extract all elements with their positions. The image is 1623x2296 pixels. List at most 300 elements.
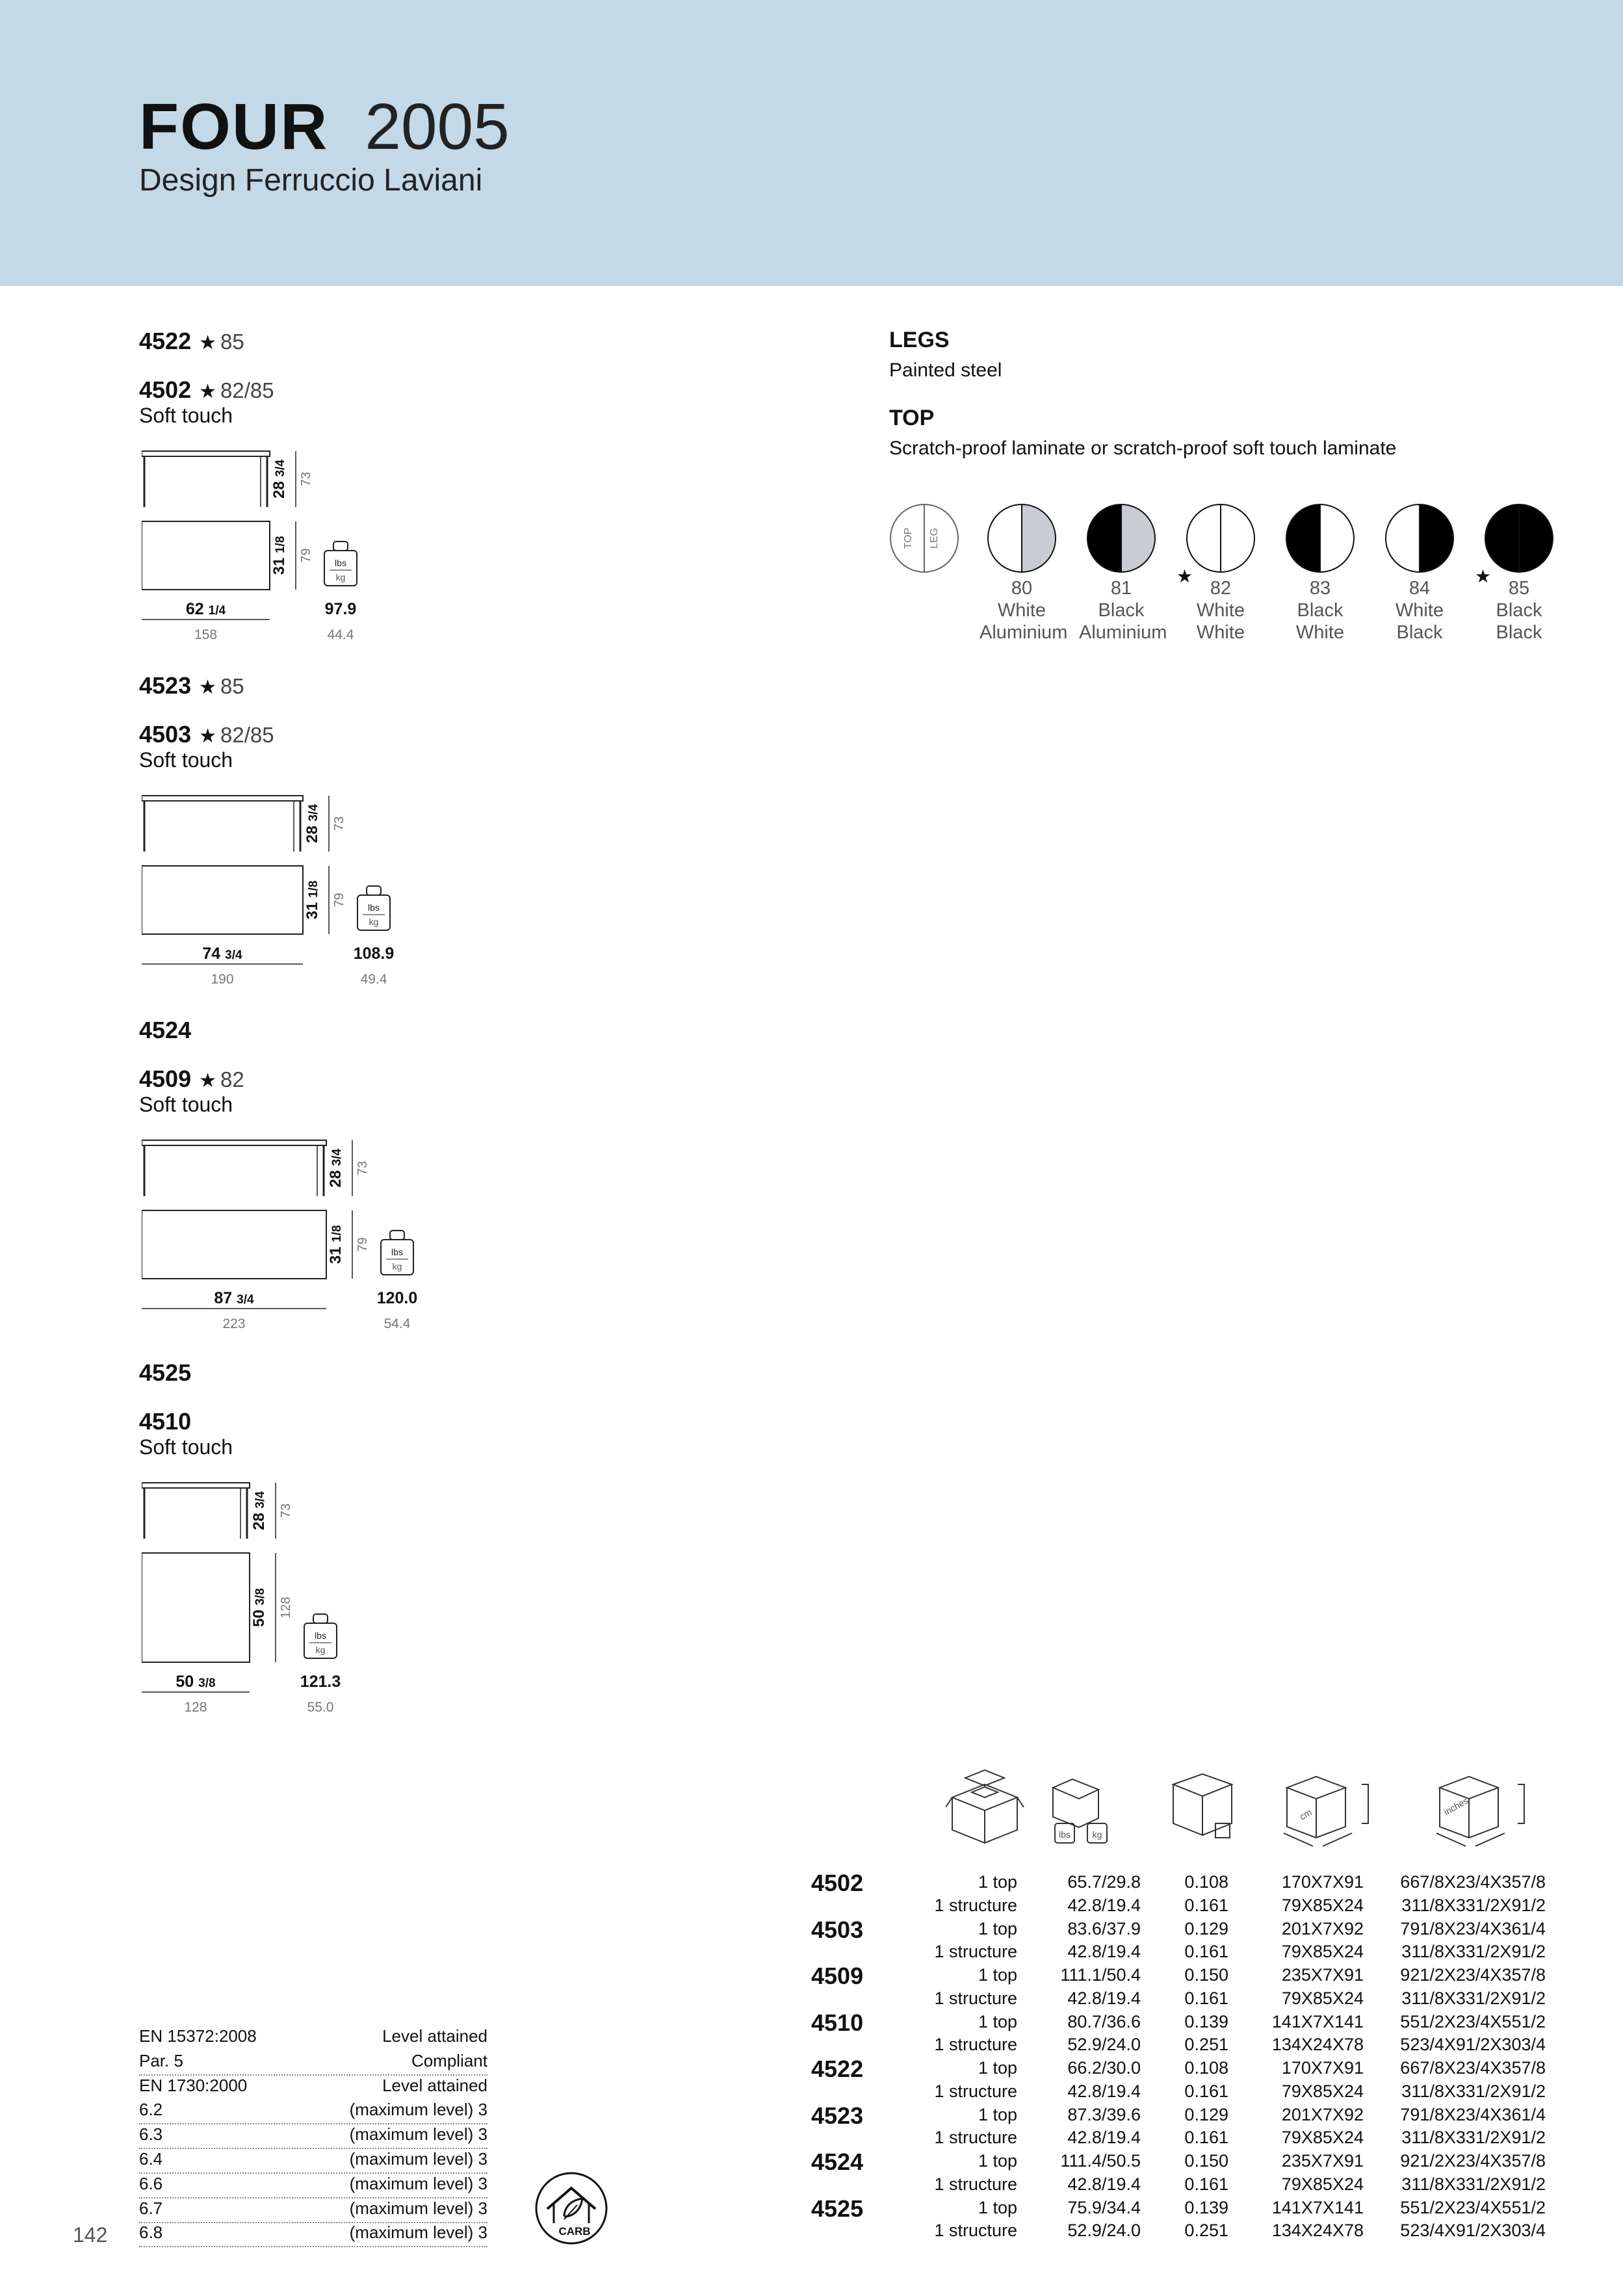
weight-icon-handle — [367, 886, 381, 895]
depth-inches-fraction: 1/8 — [307, 880, 320, 898]
certification-row — [139, 2026, 487, 2050]
product-code: 4524 — [139, 1017, 192, 1043]
swatch-leg-half — [1221, 504, 1254, 572]
certification-row — [139, 2076, 487, 2099]
package-dimensions-inches: 523/4X91/2X303/4 — [1400, 2221, 1546, 2240]
package-dimensions-cm: 170X7X91 — [1281, 1872, 1364, 1892]
length-inches-fraction: 1/4 — [208, 604, 226, 618]
package-dimensions-inches: 311/8X331/2X91/2 — [1401, 2174, 1546, 2194]
certification-row — [139, 2051, 487, 2076]
weight-lbs-unit: lbs — [315, 1630, 326, 1641]
star-icon: ★ — [199, 725, 216, 747]
length-inches — [186, 600, 226, 618]
legs-title: LEGS — [889, 328, 950, 352]
package-part: 1 top — [978, 2058, 1017, 2078]
swatch-top-half — [1286, 504, 1320, 572]
package-weight: 111.1/50.4 — [1060, 1965, 1141, 1985]
package-part: 1 top — [978, 2104, 1017, 2124]
length-inches-fraction: 3/8 — [198, 1676, 216, 1690]
certification-level: Level attained — [382, 2026, 487, 2046]
height-inches — [250, 1491, 268, 1530]
product-code: 4510 — [139, 1408, 192, 1435]
package-weight: 42.8/19.4 — [1067, 2128, 1141, 2147]
length-inches — [214, 1289, 254, 1307]
height-inches — [304, 804, 321, 843]
swatch-top-half — [1187, 504, 1221, 572]
depth-inches-fraction: 1/8 — [330, 1225, 344, 1243]
certification-level: (maximum level) 3 — [349, 2223, 487, 2243]
package-part: 1 structure — [934, 2035, 1017, 2054]
weight-icon — [1053, 1779, 1107, 1843]
product-code-primary — [139, 672, 244, 699]
weight-lbs: 121.3 — [300, 1673, 341, 1691]
package-volume: 0.161 — [1184, 2081, 1228, 2101]
swatch-leg-half — [1022, 504, 1056, 572]
package-dimensions-cm: 235X7X91 — [1281, 2151, 1364, 2171]
pkg-inches-label: inches — [1442, 1795, 1470, 1818]
certification-level: Level attained — [382, 2075, 487, 2095]
finish-code: 81 — [1110, 578, 1132, 599]
swatch-leg-half — [1320, 504, 1354, 572]
dimensions-inches-icon — [1436, 1777, 1524, 1846]
swatch-label — [1178, 577, 1263, 644]
package-weight: 42.8/19.4 — [1067, 1942, 1141, 1961]
package-part: 1 top — [978, 1965, 1017, 1985]
star-icon: ★ — [199, 1070, 216, 1091]
package-dimensions-cm: 141X7X141 — [1271, 2197, 1364, 2217]
weight-kg: 54.4 — [383, 1316, 411, 1331]
package-part: 1 structure — [934, 2221, 1017, 2240]
height-cm: 73 — [356, 1160, 370, 1176]
space — [327, 1166, 344, 1171]
pkg-lbs-label: lbs — [1059, 1829, 1071, 1840]
depth-inches-whole: 50 — [250, 1610, 268, 1627]
package-dimensions-inches: 921/2X23/4X357/8 — [1400, 1965, 1546, 1985]
package-dimensions-inches: 791/8X23/4X361/4 — [1400, 2104, 1546, 2124]
swatch-label — [1278, 577, 1362, 644]
swatch-top-half — [1087, 504, 1121, 572]
variant-codes: 82 — [220, 1067, 244, 1091]
space — [270, 477, 288, 482]
package-dimensions-inches: 551/2X23/4X551/2 — [1400, 2011, 1546, 2031]
certification-standard: EN 15372:2008 — [139, 2026, 257, 2046]
package-weight: 42.8/19.4 — [1067, 1895, 1141, 1915]
depth-inches-whole: 31 — [304, 902, 321, 920]
weight-kg: 44.4 — [327, 627, 354, 642]
package-dimensions-cm: 201X7X92 — [1281, 1918, 1364, 1938]
height-inches-whole: 28 — [270, 481, 288, 499]
star-icon: ★ — [199, 677, 216, 698]
swatch-83 — [1286, 504, 1354, 572]
package-volume: 0.161 — [1184, 2174, 1228, 2194]
package-volume: 0.161 — [1184, 2128, 1228, 2147]
package-weight: 42.8/19.4 — [1067, 1988, 1141, 2008]
table-plan-view — [142, 866, 303, 934]
certification-row — [139, 2124, 487, 2149]
product-code: 4502 — [139, 376, 192, 403]
depth-inches — [270, 536, 288, 575]
package-dimensions-inches: 311/8X331/2X91/2 — [1401, 2128, 1546, 2147]
weight-lbs: 97.9 — [324, 600, 357, 618]
package-product-code: 4509 — [811, 1963, 864, 1989]
finish-leg-color: White — [1196, 622, 1245, 643]
finish-top-color: White — [997, 600, 1046, 621]
certification-standard: 6.7 — [139, 2198, 163, 2218]
depth-cm: 79 — [299, 548, 313, 563]
table-top-side — [142, 796, 303, 801]
package-dimensions-cm: 201X7X92 — [1281, 2104, 1364, 2124]
package-volume: 0.251 — [1184, 2221, 1228, 2240]
certification-standard: 6.3 — [139, 2124, 163, 2145]
package-weight: 87.3/39.6 — [1067, 2104, 1141, 2124]
legend-leg-label: LEG — [929, 527, 940, 549]
package-dimensions-cm: 134X24X78 — [1271, 2221, 1364, 2240]
carb-text: CARB — [558, 2225, 591, 2237]
length-inches — [202, 945, 242, 963]
product-code-primary — [139, 328, 244, 355]
package-dimensions-inches: 551/2X23/4X551/2 — [1400, 2197, 1546, 2217]
space — [204, 600, 209, 618]
finish-top-color: Black — [1098, 600, 1145, 621]
finish-code: 82 — [1210, 578, 1232, 599]
package-weight: 83.6/37.9 — [1067, 1918, 1141, 1938]
header-band — [0, 0, 1623, 286]
weight-kg-unit: kg — [369, 917, 379, 927]
space — [250, 1509, 268, 1513]
certification-level: Compliant — [411, 2050, 487, 2070]
product-code: 4503 — [139, 721, 192, 748]
package-part: 1 structure — [934, 1988, 1017, 2008]
package-volume: 0.150 — [1184, 2151, 1228, 2171]
package-volume: 0.139 — [1184, 2011, 1228, 2031]
space — [304, 822, 321, 826]
package-product-code: 4503 — [811, 1916, 864, 1943]
height-inches-whole: 28 — [250, 1513, 268, 1530]
package-dimensions-inches: 667/8X23/4X357/8 — [1400, 1872, 1546, 1892]
finish-leg-color: Aluminium — [980, 622, 1068, 643]
height-inches-whole: 28 — [304, 826, 321, 843]
package-product-code: 4522 — [811, 2055, 864, 2082]
package-dimensions-cm: 134X24X78 — [1271, 2035, 1364, 2054]
height-cm: 73 — [299, 471, 313, 487]
package-dimensions-inches: 667/8X23/4X357/8 — [1400, 2058, 1546, 2078]
package-volume: 0.251 — [1184, 2035, 1228, 2054]
package-dimensions-cm: 235X7X91 — [1281, 1965, 1364, 1985]
length-cm: 223 — [222, 1316, 246, 1331]
variant-codes: 82/85 — [220, 378, 274, 402]
swatch-legend — [890, 504, 958, 572]
table-drawing — [142, 1136, 469, 1342]
swatch-leg-half — [1121, 504, 1155, 572]
swatch-top-half — [1386, 504, 1420, 572]
package-volume: 0.150 — [1184, 1965, 1228, 1985]
space — [220, 945, 225, 963]
package-product-code: 4502 — [811, 1870, 864, 1896]
certification-level: (maximum level) 3 — [349, 2124, 487, 2145]
finish-top-color: White — [1196, 600, 1245, 621]
certification-row — [139, 2223, 487, 2247]
finish-top-color: Black — [1496, 600, 1542, 621]
depth-inches — [304, 881, 321, 920]
star-icon: ★ — [199, 381, 216, 402]
certification-level: (maximum level) 3 — [349, 2100, 487, 2120]
certification-row — [139, 2149, 487, 2174]
package-part: 1 structure — [934, 2128, 1017, 2147]
weight-lbs-unit: lbs — [368, 902, 380, 913]
finish-leg-color: Aluminium — [1079, 622, 1167, 643]
weight-lbs-unit: lbs — [335, 558, 346, 568]
swatch-top-half — [1485, 504, 1519, 572]
volume-icon — [1173, 1774, 1232, 1838]
finish-code: 85 — [1508, 578, 1530, 599]
table-plan-view — [142, 1210, 326, 1279]
package-dimensions-cm: 79X85X24 — [1281, 1895, 1364, 1915]
height-inches-fraction: 3/4 — [253, 1491, 267, 1509]
height-inches-fraction: 3/4 — [274, 460, 287, 477]
package-dimensions-inches: 921/2X23/4X357/8 — [1400, 2151, 1546, 2171]
depth-inches-fraction: 3/8 — [253, 1588, 267, 1606]
swatch-leg-half — [1420, 504, 1453, 572]
package-dimensions-cm: 79X85X24 — [1281, 2128, 1364, 2147]
weight-lbs-unit: lbs — [391, 1247, 403, 1257]
product-code-secondary — [139, 1065, 244, 1093]
product-code-secondary — [139, 721, 274, 748]
length-inches-whole: 87 — [214, 1289, 233, 1307]
certification-standard: 6.4 — [139, 2149, 163, 2169]
swatch-label — [980, 577, 1068, 644]
package-product-code: 4525 — [811, 2195, 864, 2222]
certification-row — [139, 2174, 487, 2198]
package-part: 1 top — [978, 2197, 1017, 2217]
space — [304, 898, 321, 902]
table-plan-view — [142, 521, 270, 590]
finish-note: Soft touch — [139, 404, 233, 427]
finish-code: 84 — [1409, 578, 1431, 599]
height-inches-fraction: 3/4 — [307, 804, 320, 822]
height-inches-fraction: 3/4 — [330, 1149, 344, 1166]
packaging-icons — [946, 1758, 1550, 1849]
product-code-secondary — [139, 1408, 191, 1435]
top-title: TOP — [889, 406, 935, 430]
table-drawing — [142, 447, 413, 653]
certification-level: (maximum level) 3 — [349, 2173, 487, 2193]
table-top-side — [142, 451, 270, 456]
swatch-label — [1477, 577, 1561, 644]
product-code-primary — [139, 1017, 191, 1044]
certification-level: (maximum level) 3 — [349, 2198, 487, 2218]
weight-kg-unit: kg — [335, 572, 346, 582]
package-count-icon — [946, 1770, 1024, 1843]
variant-codes: 85 — [220, 330, 244, 354]
legs-description: Painted steel — [889, 359, 1002, 381]
length-cm: 158 — [194, 627, 218, 642]
package-dimensions-cm: 79X85X24 — [1281, 2081, 1364, 2101]
swatch-80 — [988, 504, 1056, 572]
depth-inches-whole: 31 — [327, 1246, 344, 1264]
package-weight: 66.2/30.0 — [1067, 2058, 1141, 2078]
weight-icon-handle — [313, 1614, 328, 1623]
package-part: 1 top — [978, 2011, 1017, 2031]
finish-note: Soft touch — [139, 748, 233, 772]
depth-inches-whole: 31 — [270, 557, 288, 575]
variant-codes: 85 — [220, 674, 244, 698]
finish-top-color: White — [1395, 600, 1444, 621]
length-inches-whole: 50 — [175, 1673, 194, 1691]
package-volume: 0.129 — [1184, 1918, 1228, 1938]
pkg-cm-label: cm — [1297, 1807, 1314, 1822]
certification-standard: 6.2 — [139, 2100, 163, 2120]
swatch-85 — [1475, 504, 1553, 586]
package-weight: 52.9/24.0 — [1067, 2221, 1141, 2240]
package-volume: 0.139 — [1184, 2197, 1228, 2217]
certification-row — [139, 2198, 487, 2223]
weight-kg-unit: kg — [392, 1261, 402, 1272]
package-part: 1 top — [978, 1872, 1017, 1892]
star-icon: ★ — [199, 332, 216, 354]
weight-kg: 49.4 — [360, 972, 387, 987]
space — [270, 553, 288, 558]
package-volume: 0.161 — [1184, 1895, 1228, 1915]
designer-credit: Design Ferruccio Laviani — [139, 163, 483, 198]
length-cm: 190 — [211, 972, 234, 987]
page-title — [139, 91, 510, 163]
swatch-leg-half — [1519, 504, 1553, 572]
weight-lbs: 120.0 — [376, 1289, 418, 1307]
weight-kg: 55.0 — [307, 1700, 334, 1715]
finish-leg-color: Black — [1496, 622, 1542, 643]
certification-standard: Par. 5 — [139, 2050, 183, 2070]
product-code: 4523 — [139, 672, 192, 699]
depth-cm: 79 — [356, 1237, 370, 1252]
swatch-label — [1377, 577, 1462, 644]
pkg-kg-label: kg — [1092, 1829, 1102, 1840]
package-product-code: 4510 — [811, 2009, 864, 2036]
package-part: 1 top — [978, 1918, 1017, 1938]
table-drawing — [142, 792, 446, 998]
finish-note: Soft touch — [139, 1093, 233, 1116]
package-dimensions-inches: 311/8X331/2X91/2 — [1401, 2081, 1546, 2101]
height-inches — [327, 1149, 344, 1188]
package-dimensions-cm: 141X7X141 — [1271, 2011, 1364, 2031]
package-volume: 0.108 — [1184, 1872, 1228, 1892]
product-code-primary — [139, 1359, 191, 1387]
swatch-top-half — [988, 504, 1022, 572]
package-dimensions-cm: 79X85X24 — [1281, 2174, 1364, 2194]
package-dimensions-inches: 311/8X331/2X91/2 — [1401, 1942, 1546, 1961]
table-top-side — [142, 1140, 326, 1145]
certification-standard: 6.8 — [139, 2223, 163, 2243]
table-plan-view — [142, 1553, 250, 1662]
star-icon: ★ — [1475, 566, 1492, 586]
length-inches-whole: 62 — [185, 600, 204, 618]
package-dimensions-inches: 523/4X91/2X303/4 — [1400, 2035, 1546, 2054]
page-number: 142 — [73, 2223, 108, 2247]
package-dimensions-inches: 791/8X23/4X361/4 — [1400, 1918, 1546, 1938]
table-top-side — [142, 1483, 250, 1488]
package-part: 1 structure — [934, 2174, 1017, 2194]
legend-top-label: TOP — [903, 527, 914, 549]
certification-level: (maximum level) 3 — [349, 2149, 487, 2169]
depth-inches — [327, 1225, 344, 1264]
product-code: 4522 — [139, 328, 192, 354]
package-volume: 0.129 — [1184, 2104, 1228, 2124]
package-dimensions-inches: 311/8X331/2X91/2 — [1401, 1988, 1546, 2008]
weight-lbs: 108.9 — [353, 945, 395, 963]
package-weight: 42.8/19.4 — [1067, 2174, 1141, 2194]
package-weight: 80.7/36.6 — [1067, 2011, 1141, 2031]
product-code: 4525 — [139, 1359, 192, 1386]
space — [327, 1242, 344, 1247]
length-inches — [175, 1673, 215, 1691]
weight-icon-handle — [333, 541, 348, 551]
package-weight: 75.9/34.4 — [1067, 2197, 1141, 2217]
package-volume: 0.161 — [1184, 1988, 1228, 2008]
package-dimensions-cm: 170X7X91 — [1281, 2058, 1364, 2078]
finish-leg-color: White — [1295, 622, 1345, 643]
carb-logo — [533, 2170, 610, 2247]
space — [194, 1673, 198, 1691]
product-name: FOUR — [139, 90, 329, 163]
space — [232, 1289, 237, 1307]
package-product-code: 4524 — [811, 2148, 864, 2175]
certification-row — [139, 2100, 487, 2124]
package-volume: 0.108 — [1184, 2058, 1228, 2078]
certification-standard: EN 1730:2000 — [139, 2075, 248, 2095]
package-weight: 42.8/19.4 — [1067, 2081, 1141, 2101]
finish-note: Soft touch — [139, 1435, 233, 1459]
package-dimensions-inches: 311/8X331/2X91/2 — [1401, 1895, 1546, 1915]
swatch-label — [1079, 577, 1167, 644]
package-part: 1 structure — [934, 2081, 1017, 2101]
package-part: 1 structure — [934, 1942, 1017, 1961]
height-inches-whole: 28 — [327, 1170, 344, 1188]
weight-icon-handle — [390, 1231, 404, 1240]
depth-inches — [250, 1588, 268, 1627]
height-inches — [270, 460, 288, 499]
space — [250, 1606, 268, 1610]
weight-kg-unit: kg — [315, 1645, 326, 1655]
product-year: 2005 — [365, 90, 510, 163]
length-cm: 128 — [184, 1700, 207, 1715]
finish-code: 80 — [1011, 578, 1033, 599]
package-weight: 111.4/50.5 — [1060, 2151, 1141, 2171]
depth-cm: 128 — [279, 1597, 293, 1619]
finish-leg-color: Black — [1396, 622, 1443, 643]
package-part: 1 structure — [934, 1895, 1017, 1915]
swatch-81 — [1087, 504, 1155, 572]
height-cm: 73 — [332, 816, 346, 831]
depth-inches-fraction: 1/8 — [274, 536, 287, 554]
length-inches-fraction: 3/4 — [237, 1293, 254, 1307]
package-part: 1 top — [978, 2151, 1017, 2171]
product-code: 4509 — [139, 1065, 192, 1092]
length-inches-whole: 74 — [202, 945, 221, 963]
package-dimensions-cm: 79X85X24 — [1281, 1942, 1364, 1961]
length-inches-fraction: 3/4 — [225, 948, 242, 962]
product-code-secondary — [139, 376, 274, 404]
finish-top-color: Black — [1297, 600, 1344, 621]
package-dimensions-cm: 79X85X24 — [1281, 1988, 1364, 2008]
finish-code: 83 — [1309, 578, 1331, 599]
top-description: Scratch-proof laminate or scratch-proof soft touch laminate — [889, 437, 1397, 459]
package-weight: 65.7/29.8 — [1067, 1872, 1141, 1892]
depth-cm: 79 — [332, 893, 346, 907]
height-cm: 73 — [279, 1503, 293, 1519]
swatch-82 — [1176, 504, 1254, 586]
dimensions-cm-icon — [1284, 1777, 1368, 1846]
swatch-84 — [1386, 504, 1453, 572]
package-product-code: 4523 — [811, 2102, 864, 2129]
